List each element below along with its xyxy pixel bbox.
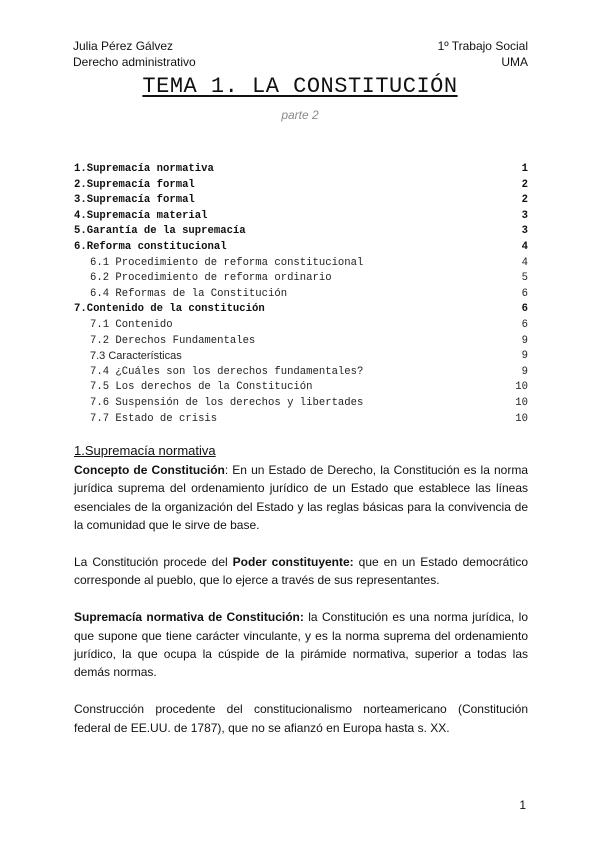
toc-entry[interactable]	[74, 193, 528, 209]
toc-label: 6.Reforma constitucional	[74, 240, 227, 253]
table-of-contents	[74, 162, 528, 427]
toc-label: 6.2 Procedimiento de reforma ordinario	[90, 272, 332, 285]
toc-entry[interactable]	[74, 209, 528, 225]
paragraph-text: La Constitución procede del	[74, 555, 233, 570]
toc-page: 6	[521, 287, 528, 300]
toc-entry[interactable]	[74, 162, 528, 178]
toc-page: 9	[521, 350, 528, 363]
header-right	[438, 38, 528, 70]
toc-subentry[interactable]	[74, 380, 528, 396]
paragraph-poder	[74, 553, 528, 590]
toc-page: 9	[521, 365, 528, 378]
paragraph-construccion: Construcción procedente del constitucionalismo norteamericano (Constitución federal de EE.UU. de 1787), que no se afianzó en Europa hasta s. XX.	[74, 702, 528, 735]
toc-entry[interactable]	[74, 302, 528, 318]
subject-name: Derecho administrativo	[73, 55, 196, 69]
toc-subentry[interactable]	[74, 412, 528, 428]
toc-label: 7.Contenido de la constitución	[74, 303, 265, 316]
toc-subentry[interactable]	[74, 396, 528, 412]
course-name: 1º Trabajo Social	[437, 39, 528, 53]
author-name: Julia Pérez Gálvez	[73, 39, 174, 53]
toc-page: 4	[521, 240, 528, 253]
paragraph-supremacia	[74, 608, 528, 682]
toc-label: 7.6 Suspensión de los derechos y libertades	[90, 396, 364, 409]
toc-page: 5	[521, 272, 528, 285]
toc-label: 7.3 Características	[90, 350, 182, 363]
paragraph-text: que en un Estado democrático corresponde al pueblo, que lo ejerce a través de sus representantes.	[74, 555, 528, 588]
toc-page: 9	[521, 334, 528, 347]
toc-page: 2	[521, 194, 528, 207]
toc-label: 1.Supremacía normativa	[74, 163, 214, 175]
toc-page: 10	[515, 381, 528, 394]
toc-subentry[interactable]	[74, 365, 528, 381]
toc-page: 3	[521, 225, 528, 238]
toc-label: 2.Supremacía formal	[74, 178, 195, 191]
paragraph-text: la Constitución es una norma jurídica, lo que supone que tiene carácter vinculante, y es la norma suprema del ordenamiento jurídico, la que ocupa la cúspide de la pirámide normativa, superior a todas las demás normas.	[74, 610, 529, 680]
header-left	[73, 38, 196, 70]
toc-subentry[interactable]	[74, 318, 528, 334]
toc-label: 7.4 ¿Cuáles son los derechos fundamentales?	[90, 365, 364, 378]
toc-label: 5.Garantía de la supremacía	[74, 225, 246, 238]
page-subtitle: parte 2	[281, 108, 319, 122]
toc-page: 6	[521, 303, 528, 316]
toc-subentry[interactable]	[74, 271, 528, 287]
paragraph-concept	[74, 461, 528, 535]
toc-page: 4	[521, 256, 528, 269]
toc-page: 6	[521, 318, 528, 331]
term-concepto: Concepto de Constitución	[74, 463, 225, 477]
toc-page: 1	[521, 163, 528, 175]
toc-page: 3	[521, 209, 528, 222]
toc-label: 7.1 Contenido	[90, 318, 173, 331]
toc-subentry[interactable]	[74, 256, 528, 272]
university-name: UMA	[501, 55, 528, 69]
toc-page: 10	[515, 396, 528, 409]
toc-entry[interactable]	[74, 224, 528, 240]
toc-label: 3.Supremacía formal	[74, 194, 195, 207]
toc-subentry[interactable]	[74, 287, 528, 303]
toc-label: 7.7 Estado de crisis	[90, 412, 218, 425]
page-title: TEMA 1. LA CONSTITUCIÓN	[142, 74, 458, 99]
section-heading: 1.Supremacía normativa	[74, 443, 216, 458]
section-body	[74, 442, 528, 755]
toc-entry[interactable]	[74, 240, 528, 256]
term-supremacia: Supremacía normativa de Constitución:	[74, 610, 304, 625]
toc-entry[interactable]	[74, 178, 528, 194]
page-number: 1	[519, 798, 526, 812]
toc-label: 6.1 Procedimiento de reforma constitucional	[90, 256, 364, 269]
toc-subentry[interactable]	[74, 349, 528, 365]
toc-label: 6.4 Reformas de la Constitución	[90, 287, 288, 300]
toc-subentry[interactable]	[74, 334, 528, 350]
toc-label: 7.2 Derechos Fundamentales	[90, 334, 256, 347]
toc-label: 7.5 Los derechos de la Constitución	[90, 381, 313, 394]
paragraph-text: : En un Estado de Derecho, la Constitución es la norma jurídica suprema del ordenamiento jurídico de un Estado que establece las líneas esenciales de la organización del Estado y las reglas básicas para la convivencia de la comunidad que le sirve de base.	[74, 463, 529, 533]
toc-page: 2	[521, 178, 528, 191]
term-poder: Poder constituyente:	[232, 555, 354, 570]
toc-label: 4.Supremacía material	[74, 209, 208, 222]
toc-page: 10	[515, 412, 528, 425]
